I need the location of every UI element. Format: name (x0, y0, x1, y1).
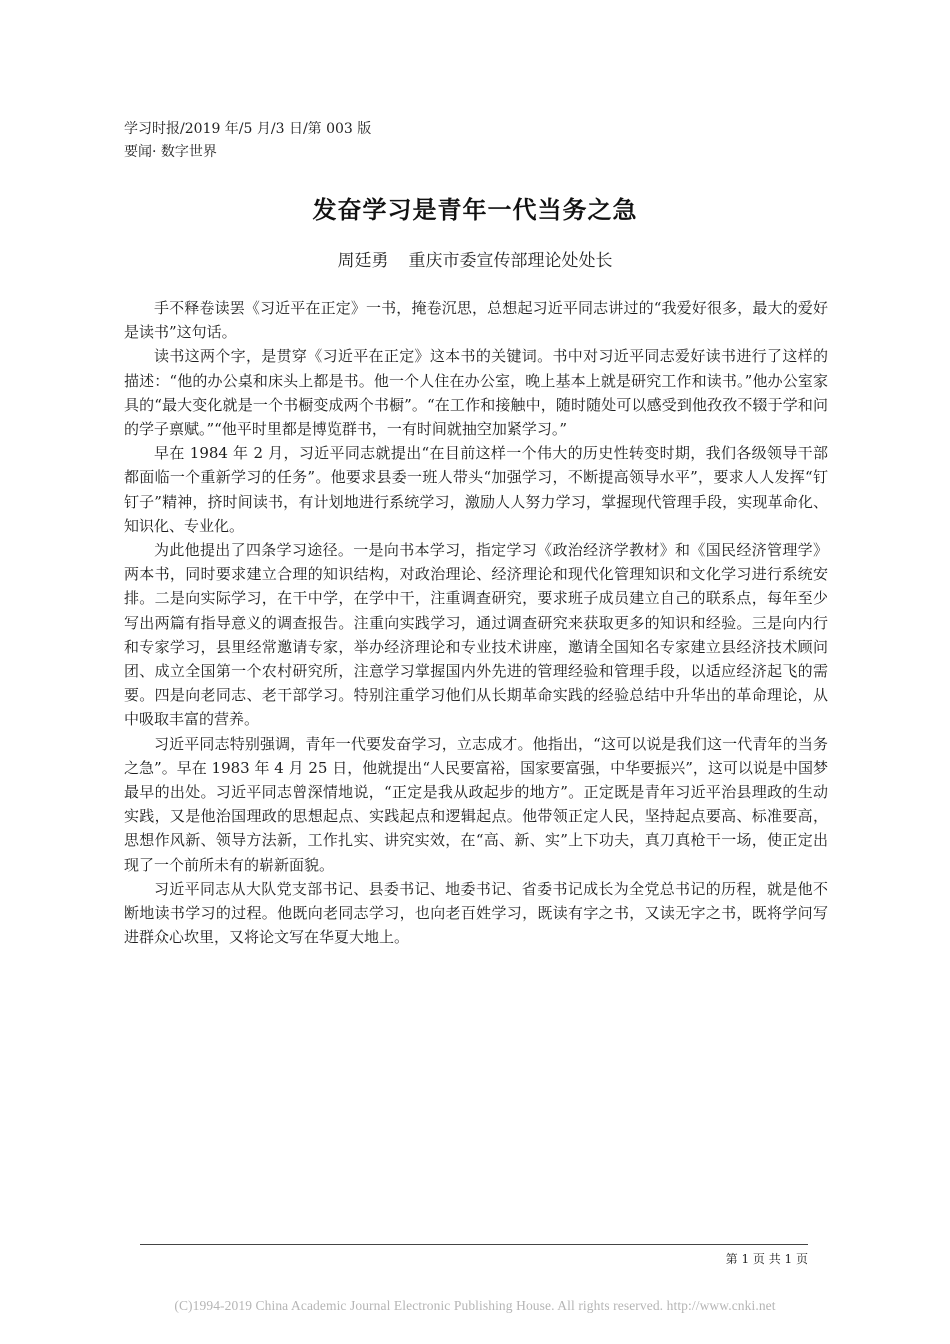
article-body (124, 296, 828, 949)
article-title: 发奋学习是青年一代当务之急 (312, 196, 638, 224)
publication-source (124, 118, 371, 164)
paragraph: 早在 1984 年 2 月，习近平同志就提出“在目前这样一个伟大的历史性转变时期，我们各级领导干部都面临一个重新学习的任务”。他要求县委一班人带头“加强学习，不断提高领导水平”，要求人人发挥“钉钉子”精神，挤时间读书，有计划地进行系统学习，激励人人努力学习，掌握现代管理手段，实现革命化、知识化、专业化。 (124, 444, 828, 535)
author-title: 重庆市委宣传部理论处处长 (408, 251, 613, 271)
paragraph: 习近平同志特别强调，青年一代要发奋学习，立志成才。他指出，“这可以说是我们这一代青年的当务之急”。早在 1983 年 4 月 25 日，他就提出“人民要富裕，国家要富强，中华要振兴”，这可以说是中国梦最早的出处。习近平同志曾深情地说，“正定是我从政起步的地方”。正定既是青年习近平治县理政的生动实践，又是他治国理政的思想起点、实践起点和逻辑起点。他带领正定人民，坚持起点要高、标准要高，思想作风新、领导方法新，工作扎实、讲究实效，在“高、新、实”上下功夫，真刀真枪干一场，使正定出现了一个前所未有的崭新面貌。 (124, 734, 828, 874)
section-line: 要闻· 数字世界 (124, 144, 217, 160)
source-line: 学习时报/2019 年/5 月/3 日/第 003 版 (124, 121, 372, 137)
paragraph: 手不释卷读罢《习近平在正定》一书，掩卷沉思，总想起习近平同志讲过的“我爱好很多，最大的爱好是读书”这句话。 (124, 299, 828, 342)
copyright-notice: (C)1994-2019 China Academic Journal Electronic Publishing House. All rights reserved. http://www.cnki.net (174, 1298, 776, 1313)
author-name: 周廷勇 (337, 251, 389, 271)
paragraph: 为此他提出了四条学习途径。一是向书本学习，指定学习《政治经济学教材》和《国民经济管理学》两本书，同时要求建立合理的知识结构，对政治理论、经济理论和现代化管理知识和文化学习进行系统安排。二是向实际学习，在干中学，在学中干，注重调查研究，要求班子成员建立自己的联系点，每年至少写出两篇有指导意义的调查报告。注重向实践学习，通过调查研究来获取更多的知识和经验。三是向内行和专家学习，县里经常邀请专家，举办经济理论和专业技术讲座，邀请全国知名专家建立县经济技术顾问团、成立全国第一个农村研究所，注意学习掌握国内外先进的管理经验和管理手段，以适应经济起飞的需要。四是向老同志、老干部学习。特别注重学习他们从长期革命实践的经验总结中升华出的革命理论，从中吸取丰富的营养。 (124, 541, 828, 729)
paragraph: 习近平同志从大队党支部书记、县委书记、地委书记、省委书记成长为全党总书记的历程，就是他不断地读书学习的过程。他既向老同志学习，也向老百姓学习，既读有字之书，又读无字之书，既将学问写进群众心坎里，又将论文写在华夏大地上。 (124, 879, 828, 947)
paragraph: 读书这两个字，是贯穿《习近平在正定》这本书的关键词。书中对习近平同志爱好读书进行了这样的描述：“他的办公桌和床头上都是书。他一个人住在办公室，晚上基本上就是研究工作和读书。”他办公室家具的“最大变化就是一个书橱变成两个书橱”。“在工作和接触中，随时随处可以感受到他孜孜不辍于学和问的学子禀赋。”“他平时里都是博览群书，一有时间就抽空加紧学习。” (124, 347, 828, 439)
footer-divider (140, 1244, 808, 1245)
byline (0, 246, 950, 271)
page-number: 第 1 页 共 1 页 (725, 1252, 808, 1266)
